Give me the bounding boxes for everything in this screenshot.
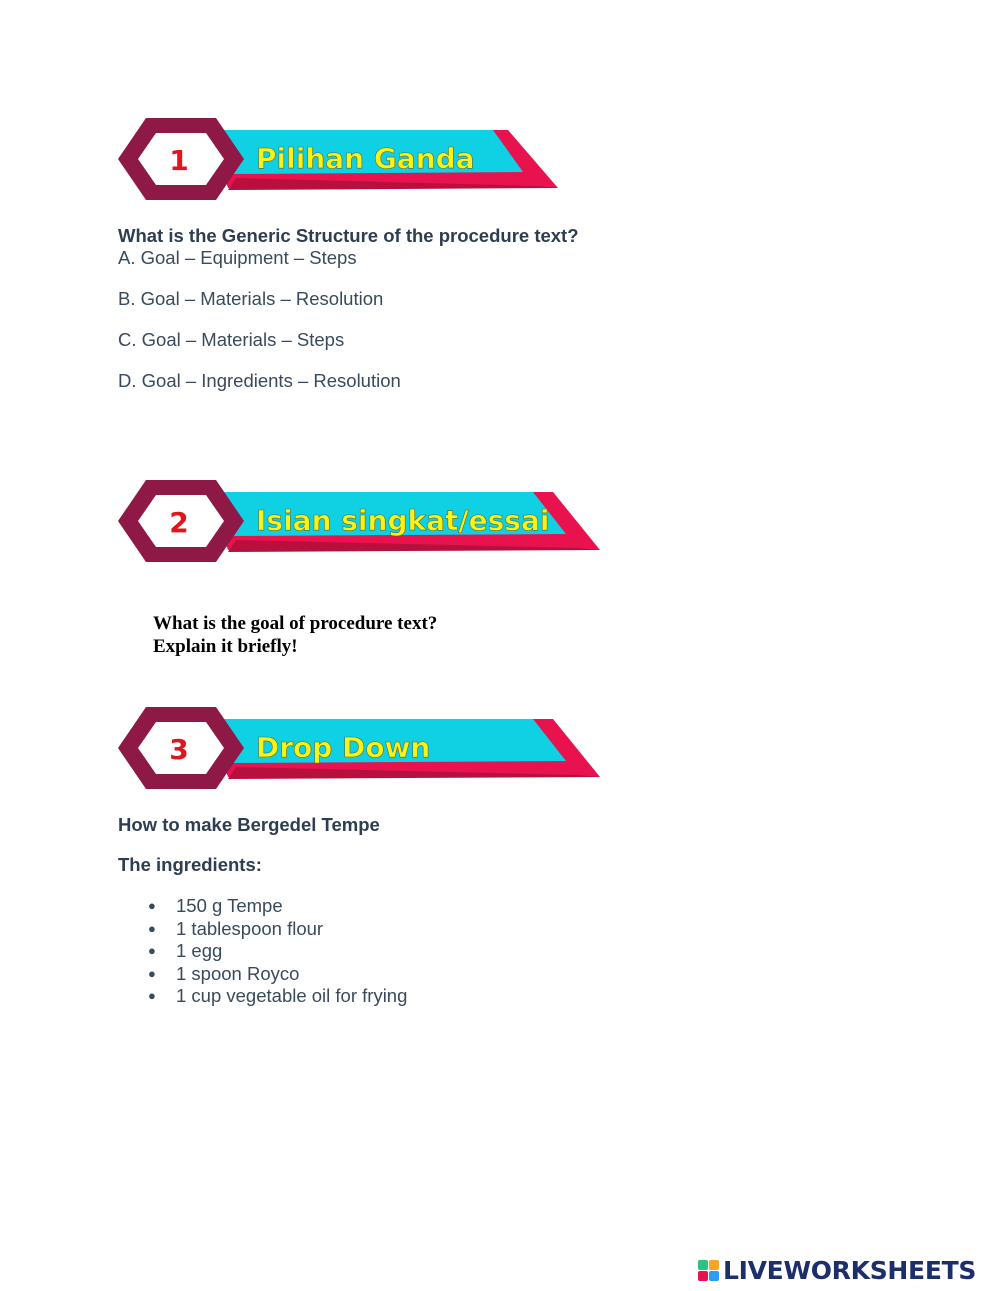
bullet-icon: ● [148,898,156,913]
section-title: Isian singkat/essai [256,504,550,537]
q2-prompt [153,612,437,658]
section-number: 3 [169,733,189,766]
section-number: 2 [169,506,189,539]
section-title: Drop Down [256,731,431,764]
ingredient-text: 1 tablespoon flour [176,917,324,939]
q1-option-c[interactable]: C. Goal – Materials – Steps [118,329,345,350]
q3-title: How to make Bergedel Tempe [118,814,380,835]
banner-graphic [118,478,608,564]
section-1-banner [118,116,568,202]
q2-question: What is the goal of procedure text? [153,613,438,634]
list-item [148,895,407,918]
ingredients-list [148,895,407,1008]
section-title: Pilihan Ganda [256,142,475,175]
bullet-icon: ● [148,943,156,958]
ingredient-text: 150 g Tempe [176,895,283,916]
bullet-icon: ● [148,920,156,936]
q1-option-b[interactable]: B. Goal – Materials – Resolution [118,288,384,309]
q1-option-d[interactable]: D. Goal – Ingredients – Resolution [118,370,401,391]
section-2-banner [118,478,608,564]
logo-squares-icon [698,1260,719,1281]
ingredients-label: The ingredients: [118,854,262,875]
liveworksheets-logo[interactable] [698,1256,976,1285]
q2-instruction: Explain it briefly! [153,636,298,657]
q1-question: What is the Generic Structure of the procedure text? [118,225,579,246]
banner-graphic [118,705,608,791]
q1-option-a[interactable]: A. Goal – Equipment – Steps [118,247,357,268]
ingredient-text: 1 cup vegetable oil for frying [176,985,408,1006]
list-item [148,985,407,1008]
list-item [148,918,407,941]
logo-text: LIVEWORKSHEETS [723,1256,977,1285]
bullet-icon: ● [148,965,156,981]
list-item [148,940,407,963]
ingredient-text: 1 spoon Royco [176,962,300,984]
list-item [148,963,407,986]
banner-graphic [118,116,568,202]
bullet-icon: ● [148,988,156,1003]
section-3-banner [118,705,608,791]
section-number: 1 [169,144,189,177]
ingredient-text: 1 egg [176,940,223,961]
